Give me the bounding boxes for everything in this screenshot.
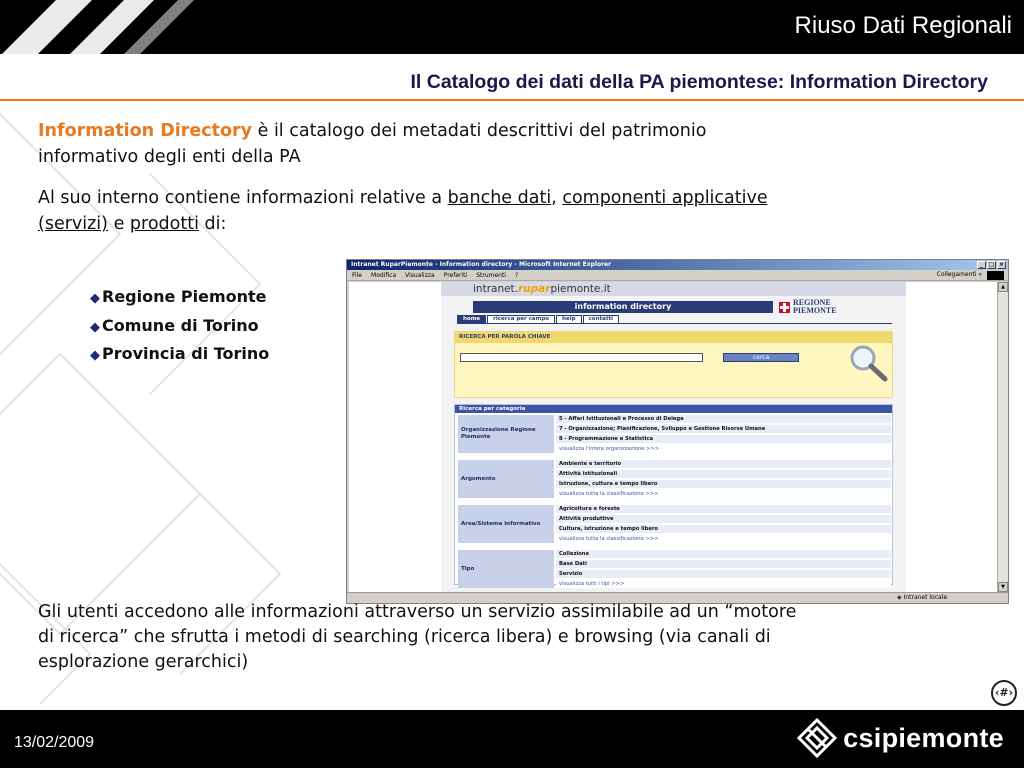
- regione-piemonte-logo: REGIONE PIEMONTE: [779, 299, 837, 315]
- category-item[interactable]: Servizio: [556, 570, 891, 578]
- search-panel-header: RICERCA PER PAROLA CHIAVE: [455, 332, 892, 343]
- intro-paragraph: [38, 118, 798, 170]
- tab-contatti[interactable]: contatti: [583, 315, 619, 324]
- website: [441, 282, 906, 592]
- title-divider: [0, 99, 1024, 101]
- vertical-scrollbar[interactable]: [997, 282, 1008, 592]
- show-all-link[interactable]: visualizza tutti i tipi >>>: [556, 580, 891, 588]
- scroll-down-icon[interactable]: ▼: [998, 582, 1008, 592]
- intro-rest: è il catalogo dei metadati descrittivi del patrimonio informativo degli enti della PA: [38, 121, 707, 167]
- entity-list: [90, 284, 269, 370]
- footer-bar: [0, 710, 1024, 768]
- show-all-link[interactable]: visualizza tutta la classificazione >>>: [556, 535, 891, 543]
- contains-lead: Al suo interno contiene informazioni relative a: [38, 188, 448, 208]
- diamond-bullet-icon: ◆: [90, 348, 100, 363]
- intro-highlight: Information Directory: [38, 121, 253, 141]
- menu-strumenti[interactable]: Strumenti: [476, 271, 506, 279]
- minimize-icon[interactable]: _: [977, 261, 986, 269]
- browser-menubar: [347, 270, 1008, 281]
- site-banner: information directory: [473, 301, 773, 313]
- closing-paragraph: Gli utenti accedono alle informazioni attraverso un servizio assimilabile ad un “motore di ricerca” che sfrutta i metodi di searching (ricerca libera) e browsing (via canali di esplorazione gerarchici): [38, 602, 797, 672]
- tab-help[interactable]: help: [556, 315, 581, 324]
- slide-subtitle: Il Catalogo dei dati della PA piemontese: Information Directory: [410, 71, 988, 93]
- site-domain: intranet.ruparpiemonte.it: [473, 283, 611, 295]
- category-item[interactable]: 7 - Organizzazione; Pianificazione, Sviluppo e Gestione Risorse Umane: [556, 425, 891, 433]
- category-label: Organizzazione Regione Piemonte: [458, 415, 554, 453]
- intranet-icon: ◈: [897, 594, 902, 601]
- contains-and: e: [108, 214, 130, 234]
- link-componenti-applicative[interactable]: componenti applicative (servizi): [38, 188, 768, 234]
- list-item: ◆ Comune di Torino: [90, 315, 259, 335]
- list-item: ◆ Regione Piemonte: [90, 287, 267, 306]
- diamond-bullet-icon: ◆: [90, 319, 100, 335]
- link-prodotti[interactable]: prodotti: [129, 214, 199, 234]
- csi-diamond-icon: [797, 718, 837, 758]
- browser-viewport: [349, 282, 997, 592]
- footer-date: 13/02/2009: [14, 734, 95, 751]
- browser-screenshot: [346, 259, 1009, 604]
- category-search-panel: [454, 404, 893, 585]
- menu-preferiti[interactable]: Preferiti: [443, 271, 468, 279]
- page-number: ‹#›: [991, 680, 1017, 706]
- security-zone: ◈ Intranet locale: [897, 594, 948, 601]
- category-item[interactable]: Collezione: [556, 550, 891, 558]
- csipiemonte-logo: [797, 718, 1004, 758]
- search-button[interactable]: cerca: [723, 353, 799, 362]
- category-item[interactable]: Ambiente e territorio: [556, 460, 891, 468]
- category-label: Argomento: [458, 460, 554, 498]
- scroll-up-icon[interactable]: ▲: [998, 282, 1008, 292]
- category-item[interactable]: Istruzione, cultura e tempo libero: [556, 480, 891, 488]
- links-toolbar[interactable]: Collegamenti »: [936, 271, 982, 278]
- category-item[interactable]: Attività istituzionali: [556, 470, 891, 478]
- menu-file[interactable]: File: [352, 271, 363, 279]
- list-item: ◆ Provincia di Torino: [90, 344, 270, 363]
- regione-flag-icon: [779, 302, 790, 313]
- tab-ricerca-per-campo[interactable]: ricerca per campo: [487, 315, 555, 324]
- header-bar: [0, 0, 1024, 54]
- browser-titlebar: [347, 260, 1008, 270]
- contains-tail: di:: [198, 214, 227, 234]
- category-panel-header: Ricerca per categoria: [455, 405, 892, 413]
- windows-logo-icon: [987, 271, 1004, 280]
- header-title: Riuso Dati Regionali: [794, 12, 1012, 39]
- tab-home[interactable]: home: [457, 315, 486, 324]
- category-item[interactable]: Attività produttive: [556, 515, 891, 523]
- chevron-right-icon: »: [978, 271, 982, 278]
- category-item[interactable]: 5 - Affari Istituzionali e Processo di Delega: [556, 415, 891, 423]
- menu-help[interactable]: ?: [514, 271, 519, 279]
- site-header: [441, 282, 906, 322]
- search-input[interactable]: [460, 353, 703, 362]
- diamond-bullet-icon: ◆: [90, 291, 100, 306]
- show-all-link[interactable]: visualizza l'intera organizzazione >>>: [556, 445, 891, 453]
- maximize-icon[interactable]: □: [988, 261, 995, 268]
- link-banche-dati[interactable]: banche dati: [447, 188, 552, 208]
- close-icon[interactable]: ×: [998, 261, 1005, 268]
- window-controls: [977, 261, 1006, 269]
- category-label: Tipo: [458, 550, 554, 588]
- show-all-link[interactable]: visualizza tutta la classificazione >>>: [556, 490, 891, 498]
- tab-divider: [457, 323, 892, 324]
- menu-modifica[interactable]: Modifica: [371, 271, 397, 279]
- category-item[interactable]: Base Dati: [556, 560, 891, 568]
- magnifier-icon: [847, 342, 891, 386]
- logo-text: csipiemonte: [843, 722, 1004, 753]
- category-label: Area/Sistema Informativo: [458, 505, 554, 543]
- contains-separator: ,: [551, 188, 563, 208]
- category-item[interactable]: 8 - Programmazione e Statistica: [556, 435, 891, 443]
- keyword-search-panel: [454, 331, 893, 398]
- browser-window-title: Intranet RuparPiemonte - Information directory - Microsoft Internet Explorer: [351, 261, 612, 268]
- category-item[interactable]: Agricoltura e foreste: [556, 505, 891, 513]
- contains-paragraph: [38, 185, 798, 237]
- menu-visualizza[interactable]: Visualizza: [405, 271, 435, 279]
- category-item[interactable]: Cultura, istruzione e tempo libero: [556, 525, 891, 533]
